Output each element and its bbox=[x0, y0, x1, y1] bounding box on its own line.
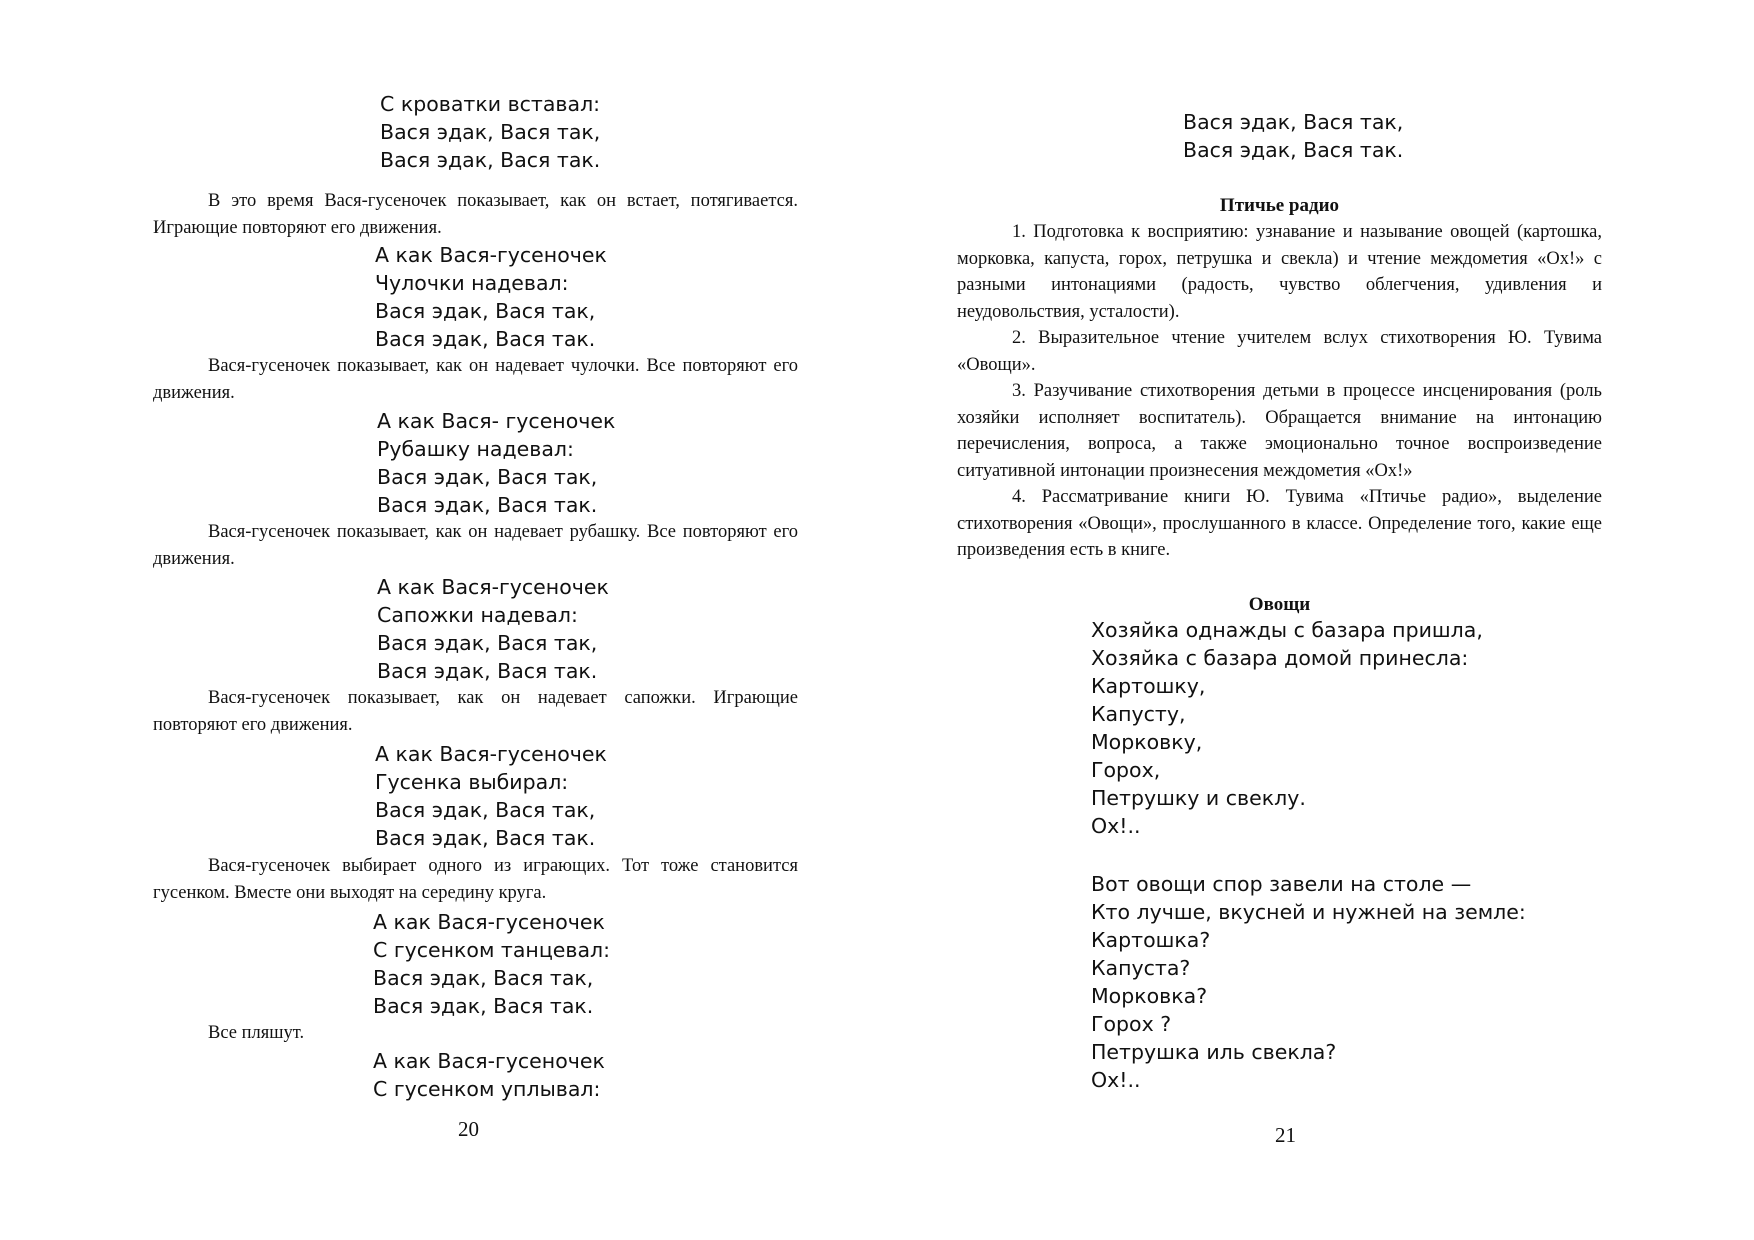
verse-line: Картошка? bbox=[1091, 928, 1211, 952]
prose-paragraph-3: Вася-гусеночек показывает, как он надевает рубашку. Все повторяют его движения. bbox=[153, 522, 798, 569]
verse-line: А как Вася-гусеночек bbox=[375, 742, 607, 766]
verse-line: Хозяйка с базара домой принесла: bbox=[1091, 646, 1469, 670]
verse-line: Рубашку надевал: bbox=[377, 437, 574, 461]
prose-paragraph-4: Вася-гусеночек показывает, как он надевает сапожки. Играющие повторяют его движения. bbox=[153, 688, 798, 735]
verse-line: Вася эдак, Вася так. bbox=[1183, 138, 1404, 162]
verse-line: Вася эдак, Вася так, bbox=[373, 966, 594, 990]
page-number: 20 bbox=[458, 1117, 479, 1141]
step-paragraph: 3. Разучивание стихотворения детьми в процессе инсценирования (роль хозяйки исполняет воспитатель). Обращается внимание на интонацию перечисления, вопроса, а также эмоционально точное воспроизведение ситуативной интонации произнесения междометия «Ох!» bbox=[957, 381, 1602, 481]
verse-line: Петрушку и свеклу. bbox=[1091, 786, 1306, 810]
verse-line: Вася эдак, Вася так. bbox=[375, 327, 596, 351]
verse-1 bbox=[380, 90, 600, 174]
page-number: 21 bbox=[1275, 1123, 1296, 1147]
verse-line: Гусенка выбирал: bbox=[375, 770, 569, 794]
verse-line: Вася эдак, Вася так, bbox=[375, 798, 596, 822]
section-title: Птичье радио bbox=[1219, 195, 1340, 216]
verse-line: Сапожки надевал: bbox=[377, 603, 578, 627]
verse-line: Вася эдак, Вася так, bbox=[1183, 110, 1404, 134]
poem-title: Овощи bbox=[1248, 594, 1311, 615]
verse-line: А как Вася-гусеночек bbox=[373, 910, 605, 934]
verse-line: Капуста? bbox=[1091, 956, 1191, 980]
verse-line: Кто лучше, вкусней и нужней на земле: bbox=[1091, 900, 1526, 924]
verse-line: А как Вася-гусеночек bbox=[375, 243, 607, 267]
verse-5 bbox=[375, 740, 607, 852]
prose-paragraph-5: Вася-гусеночек выбирает одного из играющих. Тот тоже становится гусенком. Вместе они выходят на середину круга. bbox=[153, 856, 798, 903]
verse-line: Морковку, bbox=[1091, 730, 1203, 754]
prose-paragraph-1: В это время Вася-гусеночек показывает, как он встает, потягивается. Играющие повторяют его движения. bbox=[153, 191, 798, 238]
right-page bbox=[877, 0, 1754, 1240]
poem-stanza-1 bbox=[1091, 616, 1483, 840]
verse-line: Вася эдак, Вася так. bbox=[375, 826, 596, 850]
verse-line: А как Вася-гусеночек bbox=[373, 1049, 605, 1073]
verse-line: Вася эдак, Вася так. bbox=[377, 493, 598, 517]
prose-paragraph-6: Все пляшут. bbox=[208, 1023, 305, 1043]
verse-line: Ох!.. bbox=[1091, 1068, 1141, 1092]
verse-6 bbox=[373, 908, 610, 1020]
verse-line: Горох, bbox=[1091, 758, 1161, 782]
verse-line: Вася эдак, Вася так. bbox=[380, 148, 601, 172]
verse-line: С кроватки вставал: bbox=[380, 92, 601, 116]
verse-7 bbox=[373, 1047, 605, 1103]
verse-line: С гусенком уплывал: bbox=[373, 1077, 601, 1101]
verse-line: Хозяйка однажды с базара пришла, bbox=[1091, 618, 1483, 642]
verse-line: Вася эдак, Вася так, bbox=[377, 465, 598, 489]
verse-line: Вот овощи спор завели на столе — bbox=[1091, 872, 1472, 896]
verse-line: Ох!.. bbox=[1091, 814, 1141, 838]
step-paragraph: 4. Рассматривание книги Ю. Тувима «Птичье радио», выделение стихотворения «Овощи», прослушанного в классе. Определение того, какие еще произведения есть в книге. bbox=[957, 487, 1602, 560]
verse-line: С гусенком танцевал: bbox=[373, 938, 611, 962]
verse-line: Вася эдак, Вася так, bbox=[375, 299, 596, 323]
verse-3 bbox=[377, 407, 615, 519]
verse-line: А как Вася-гусеночек bbox=[377, 575, 609, 599]
verse-top bbox=[1183, 108, 1403, 164]
verse-line: Вася эдак, Вася так. bbox=[377, 659, 598, 683]
step-paragraph: 1. Подготовка к восприятию: узнавание и называние овощей (картошка, морковка, капуста, горох, петрушка и свекла) и чтение междометия «Ох!» с разными интонациями (радость, чувство облегчения, удивления и неудовольствия, усталости). bbox=[957, 222, 1602, 322]
verse-line: Вася эдак, Вася так, bbox=[377, 631, 598, 655]
verse-2 bbox=[375, 241, 607, 353]
verse-line: Горох ? bbox=[1091, 1012, 1172, 1036]
verse-line: Петрушка иль свекла? bbox=[1091, 1040, 1337, 1064]
verse-line: А как Вася- гусеночек bbox=[377, 409, 616, 433]
verse-line: Вася эдак, Вася так. bbox=[373, 994, 594, 1018]
verse-line: Вася эдак, Вася так, bbox=[380, 120, 601, 144]
prose-paragraph-2: Вася-гусеночек показывает, как он надевает чулочки. Все повторяют его движения. bbox=[153, 356, 798, 403]
verse-4 bbox=[377, 573, 609, 685]
step-paragraph: 2. Выразительное чтение учителем вслух стихотворения Ю. Тувима «Овощи». bbox=[957, 328, 1602, 375]
steps-list bbox=[957, 219, 1602, 564]
verse-line: Морковка? bbox=[1091, 984, 1208, 1008]
verse-line: Картошку, bbox=[1091, 674, 1206, 698]
poem-stanza-2 bbox=[1091, 870, 1526, 1094]
verse-line: Капусту, bbox=[1091, 702, 1186, 726]
verse-line: Чулочки надевал: bbox=[375, 271, 569, 295]
